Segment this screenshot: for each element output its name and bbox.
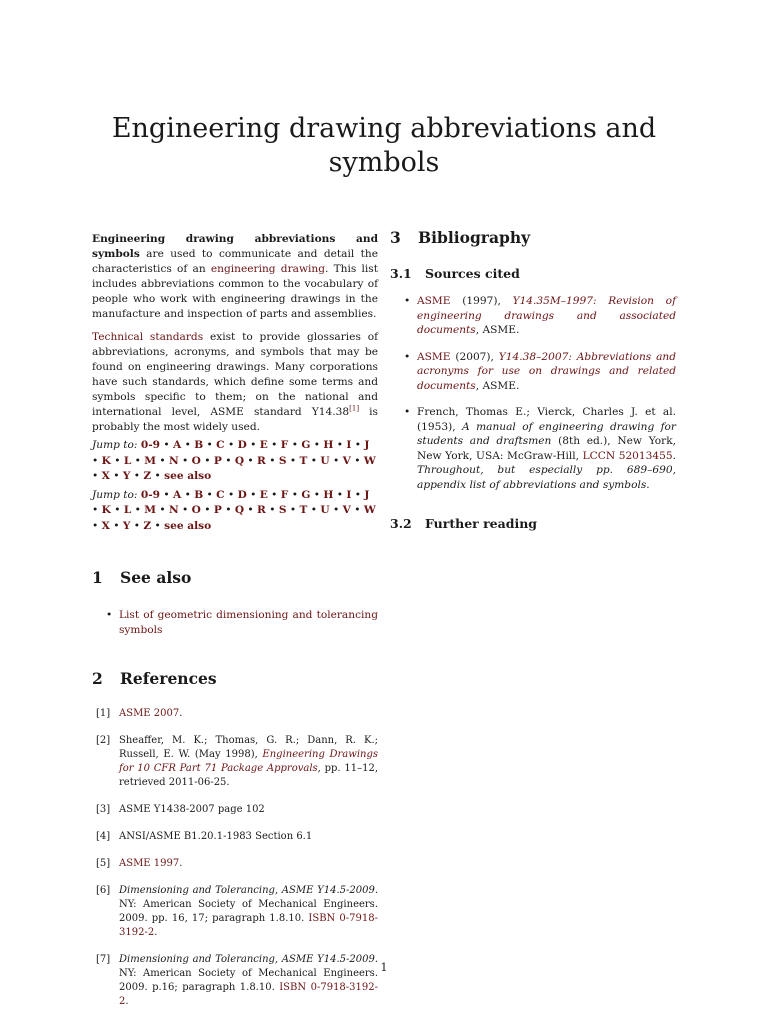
jump-link-z[interactable]: Z: [143, 470, 152, 482]
reference-text: .: [179, 708, 183, 719]
jump-link-q[interactable]: Q: [234, 454, 245, 467]
reference-number: [4]: [96, 831, 111, 842]
bullet-separator: •: [329, 454, 343, 467]
bullet-separator: •: [92, 470, 102, 482]
reference-number: [3]: [96, 804, 111, 815]
reference-text: .: [179, 858, 183, 869]
reference-text: , pp. 11–12, retrieved 2011-06-25.: [119, 763, 378, 788]
subsection-heading: [390, 516, 676, 532]
jump-link-j[interactable]: J: [364, 488, 370, 501]
reference-text: Sheaffer, M. K.; Thomas, G. R.; Dann, R. K.; Russell, E. W. (May 1998),: [119, 735, 378, 760]
sources-list: [390, 294, 676, 492]
jump-link-see-also[interactable]: see also: [164, 470, 212, 482]
standards-text: exist to provide glossaries of abbreviations, acronyms, and symbols that may be found on engineering drawings. Many corporations have such standards, which define some terms and symbols specific to them; on the national and international level, ASME standard Y14.38: [92, 331, 378, 418]
jump-link-c[interactable]: C: [216, 488, 225, 501]
bullet-separator: •: [110, 454, 124, 467]
bullet-separator: •: [131, 454, 145, 467]
bullet-separator: •: [224, 439, 238, 451]
reference-text: .: [154, 927, 158, 938]
bullet-separator: •: [265, 454, 279, 467]
bullet-separator: •: [151, 470, 165, 482]
source-title: A manual of engineering drawing for students and draftsmen: [417, 420, 676, 447]
jump-link-n[interactable]: N: [168, 454, 179, 467]
see-also-section: [92, 568, 378, 637]
source-text: (1997),: [450, 295, 513, 307]
bullet-separator: •: [109, 519, 123, 532]
reference-item: [92, 830, 378, 844]
jump-link-y[interactable]: Y: [122, 519, 131, 532]
subsection-number: 3.2: [390, 516, 412, 531]
jump-link-w[interactable]: W: [363, 454, 376, 467]
source-text: (2007),: [450, 350, 499, 363]
jump-link-k[interactable]: K: [101, 454, 111, 467]
source-text: , ASME.: [475, 324, 520, 336]
bullet-separator: •: [350, 454, 364, 467]
jump-link-p[interactable]: P: [213, 504, 222, 516]
bullet-separator: •: [246, 488, 260, 501]
bullet-separator: •: [221, 454, 235, 467]
section-number: 1: [92, 568, 103, 587]
jump-link-p[interactable]: P: [213, 454, 222, 467]
reference-item: [92, 734, 378, 790]
jump-link-f[interactable]: F: [280, 488, 289, 501]
jump-link-m[interactable]: M: [144, 504, 156, 516]
reference-title: Dimensioning and Tolerancing, ASME Y14.5-2009: [119, 885, 375, 896]
reference-item: [92, 953, 378, 1009]
source-item: [390, 294, 676, 338]
bullet-separator: •: [130, 519, 144, 532]
source-text: French, Thomas E.; Vierck, Charles J. et al. (1953),: [417, 406, 676, 433]
jump-link-0-9[interactable]: 0-9: [140, 439, 160, 451]
reference-title: Dimensioning and Tolerancing, ASME Y14.5-2009: [119, 954, 375, 965]
jump-link-t[interactable]: T: [299, 504, 308, 516]
source-link[interactable]: ASME: [417, 295, 451, 307]
source-item: [390, 405, 676, 492]
reference-number: [6]: [96, 885, 111, 896]
bullet-separator: •: [244, 454, 258, 467]
reference-item: [92, 884, 378, 940]
jump-link-g[interactable]: G: [301, 488, 311, 501]
source-title-link[interactable]: Y14.35M–1997: Revision of engineering drawings and associated documents: [417, 295, 676, 336]
bullet-separator: •: [288, 439, 302, 451]
reference-link[interactable]: ASME 2007: [119, 708, 180, 719]
source-item: [390, 350, 676, 394]
bullet-separator: •: [156, 454, 169, 467]
jump-link-j[interactable]: J: [364, 439, 370, 451]
jump-link-e[interactable]: E: [259, 439, 268, 451]
section-heading: [390, 228, 676, 248]
jump-link-o[interactable]: O: [191, 504, 201, 516]
jump-link-r[interactable]: R: [257, 454, 266, 467]
jump-link-f[interactable]: F: [280, 439, 289, 451]
bullet-separator: •: [244, 504, 258, 516]
bullet: •: [404, 350, 411, 363]
subsection-heading: [390, 266, 676, 282]
jump-link-see-also[interactable]: see also: [164, 519, 212, 532]
reference-link[interactable]: Engineering Drawings for 10 CFR Part 71 Package Approvals: [119, 749, 378, 774]
jump-to-nav: [92, 488, 378, 535]
jump-link-l[interactable]: L: [123, 454, 132, 467]
jump-link-w[interactable]: W: [363, 504, 376, 516]
jump-link-x[interactable]: X: [101, 470, 110, 482]
jump-link-v[interactable]: V: [342, 504, 351, 516]
intro-term: Engineering drawing abbreviations and symbols: [92, 233, 378, 260]
source-text: , ASME.: [475, 379, 520, 392]
bullet-separator: •: [178, 454, 192, 467]
bullet-separator: •: [181, 488, 195, 501]
reference-number: [1]: [96, 708, 111, 719]
jump-link-i[interactable]: I: [346, 439, 352, 451]
source-link[interactable]: ASME: [417, 350, 451, 363]
bullet-separator: •: [200, 454, 214, 467]
references-list: [92, 707, 378, 1009]
section-title: Bibliography: [418, 228, 531, 247]
bullet: •: [404, 295, 411, 307]
bullet-separator: •: [109, 470, 123, 482]
bullet-separator: •: [181, 439, 195, 451]
bullet-separator: •: [333, 439, 347, 451]
subsection-title: Further reading: [425, 516, 538, 531]
jump-link-l[interactable]: L: [123, 504, 132, 516]
references-section: [92, 669, 378, 1009]
jump-link-u[interactable]: U: [320, 454, 330, 467]
bullet-separator: •: [351, 439, 365, 451]
bullet-separator: •: [267, 439, 281, 451]
isbn-link[interactable]: ISBN 0-7918-3192-2: [119, 982, 378, 1007]
section-number: 2: [92, 669, 103, 688]
jump-link-c[interactable]: C: [216, 439, 225, 451]
jump-link-n[interactable]: N: [168, 504, 179, 516]
section-heading: [92, 669, 378, 689]
jump-link-h[interactable]: H: [323, 439, 334, 451]
ref-1-citation[interactable]: [1]: [349, 404, 360, 413]
bullet-separator: •: [156, 504, 169, 516]
source-title-link[interactable]: Y14.38–2007: Abbreviations and acronyms for use on drawings and related documents: [417, 350, 676, 392]
intro-text-end: . This list includes abbreviations common to the vocabulary of people who work with engineering drawings in the manufacture and inspection of parts and assemblies.: [92, 263, 378, 320]
reference-text: ANSI/ASME B1.20.1-1983 Section 6.1: [119, 831, 313, 842]
jump-link-t[interactable]: T: [299, 454, 308, 467]
page-number: 1: [380, 961, 388, 974]
jump-to-nav: [92, 438, 378, 485]
reference-text: . NY: American Society of Mechanical Engineers. 2009. p.16; paragraph 1.8.10.: [119, 954, 378, 993]
reference-number: [2]: [96, 735, 111, 746]
bullet-separator: •: [159, 488, 173, 501]
engineering-drawing-link[interactable]: engineering drawing: [210, 263, 326, 275]
section-title: See also: [120, 568, 192, 587]
jump-link-a[interactable]: A: [172, 439, 182, 451]
left-column: [92, 228, 378, 1022]
jump-link-b[interactable]: B: [194, 439, 204, 451]
bullet-separator: •: [307, 504, 321, 516]
bullet-separator: •: [200, 504, 214, 516]
jump-link-h[interactable]: H: [323, 488, 334, 501]
jump-link-u[interactable]: U: [320, 504, 330, 516]
jump-link-e[interactable]: E: [259, 488, 268, 501]
bullet-separator: •: [350, 504, 364, 516]
bullet-separator: •: [265, 504, 279, 516]
bullet-separator: •: [224, 488, 238, 501]
bullet-separator: •: [92, 504, 102, 516]
bullet-separator: •: [288, 488, 302, 501]
jump-link-0-9[interactable]: 0-9: [140, 488, 160, 501]
source-note: . Throughout, but especially pp. 689–690, appendix list of abbreviations and symbols.: [417, 449, 677, 491]
subsection-number: 3.1: [390, 266, 412, 281]
technical-standards-link[interactable]: Technical standards: [92, 331, 204, 343]
jump-link-a[interactable]: A: [172, 488, 182, 501]
reference-item: [92, 707, 378, 721]
bullet-separator: •: [286, 454, 300, 467]
bullet-separator: •: [267, 488, 281, 501]
jump-link-x[interactable]: X: [101, 519, 110, 532]
bullet-separator: •: [333, 488, 347, 501]
bullet-separator: •: [178, 504, 192, 516]
jump-link-r[interactable]: R: [257, 504, 266, 516]
reference-text: .: [125, 996, 129, 1007]
jump-link-z[interactable]: Z: [143, 519, 152, 532]
subsection-title: Sources cited: [425, 266, 520, 281]
bullet-separator: •: [310, 488, 324, 501]
jump-link-m[interactable]: M: [144, 454, 156, 467]
bullet-separator: •: [221, 504, 235, 516]
jump-link-v[interactable]: V: [342, 454, 351, 467]
jump-to-label: Jump to:: [92, 488, 141, 501]
bullet-separator: •: [92, 519, 102, 532]
bullet-separator: •: [110, 504, 124, 516]
bullet-separator: •: [246, 439, 260, 451]
jump-to-label: Jump to:: [92, 439, 141, 451]
bullet-separator: •: [203, 488, 217, 501]
jump-link-b[interactable]: B: [194, 488, 204, 501]
jump-link-o[interactable]: O: [191, 454, 201, 467]
bullet-separator: •: [329, 504, 343, 516]
section-title: References: [120, 669, 217, 688]
reference-text: . NY: American Society of Mechanical Engineers. 2009. pp. 16, 17; paragraph 1.8.10.: [119, 885, 378, 924]
intro-paragraph: [92, 232, 378, 322]
bullet-separator: •: [159, 439, 173, 451]
jump-link-d[interactable]: D: [237, 488, 247, 501]
reference-text: ASME Y1438-2007 page 102: [119, 804, 265, 815]
bullet-separator: •: [286, 504, 300, 516]
jump-link-g[interactable]: G: [301, 439, 311, 451]
page-title: Engineering drawing abbreviations and symbols: [111, 113, 657, 178]
intro-text: are used to communicate and detail the characteristics of an: [92, 248, 378, 275]
bullet-separator: •: [351, 488, 365, 501]
source-link[interactable]: LCCN 52013455: [582, 449, 673, 462]
see-also-link[interactable]: List of geometric dimensioning and tolerancing symbols: [119, 609, 378, 636]
section-heading: [92, 568, 378, 588]
isbn-link[interactable]: ISBN 0-7918-3192-2: [119, 913, 378, 938]
section-number: 3: [390, 228, 401, 247]
bullet-separator: •: [307, 454, 321, 467]
jump-link-s[interactable]: S: [278, 454, 287, 467]
bullet-separator: •: [130, 470, 144, 482]
reference-number: [7]: [96, 954, 111, 965]
jump-link-d[interactable]: D: [237, 439, 247, 451]
bullet-separator: •: [131, 504, 145, 516]
reference-link[interactable]: ASME 1997: [119, 858, 180, 869]
reference-item: [92, 803, 378, 817]
bullet-separator: •: [92, 454, 102, 467]
bullet-separator: •: [203, 439, 217, 451]
see-also-list: [92, 608, 378, 637]
reference-number: [5]: [96, 858, 111, 869]
source-text: (8th ed.), New York, New York, USA: McGraw-Hill,: [417, 435, 677, 462]
standards-text-end: is probably the most widely used.: [92, 406, 378, 433]
jump-link-q[interactable]: Q: [234, 504, 245, 516]
jump-link-k[interactable]: K: [101, 504, 111, 516]
list-item: [92, 608, 378, 637]
jump-link-y[interactable]: Y: [122, 470, 131, 482]
right-column: [390, 228, 676, 532]
bullet-separator: •: [151, 519, 165, 532]
reference-item: [92, 857, 378, 871]
bullet: •: [106, 609, 113, 621]
bullet-separator: •: [310, 439, 324, 451]
bullet: •: [404, 406, 411, 418]
jump-link-s[interactable]: S: [278, 504, 287, 516]
standards-paragraph: [92, 330, 378, 435]
jump-link-i[interactable]: I: [346, 488, 352, 501]
